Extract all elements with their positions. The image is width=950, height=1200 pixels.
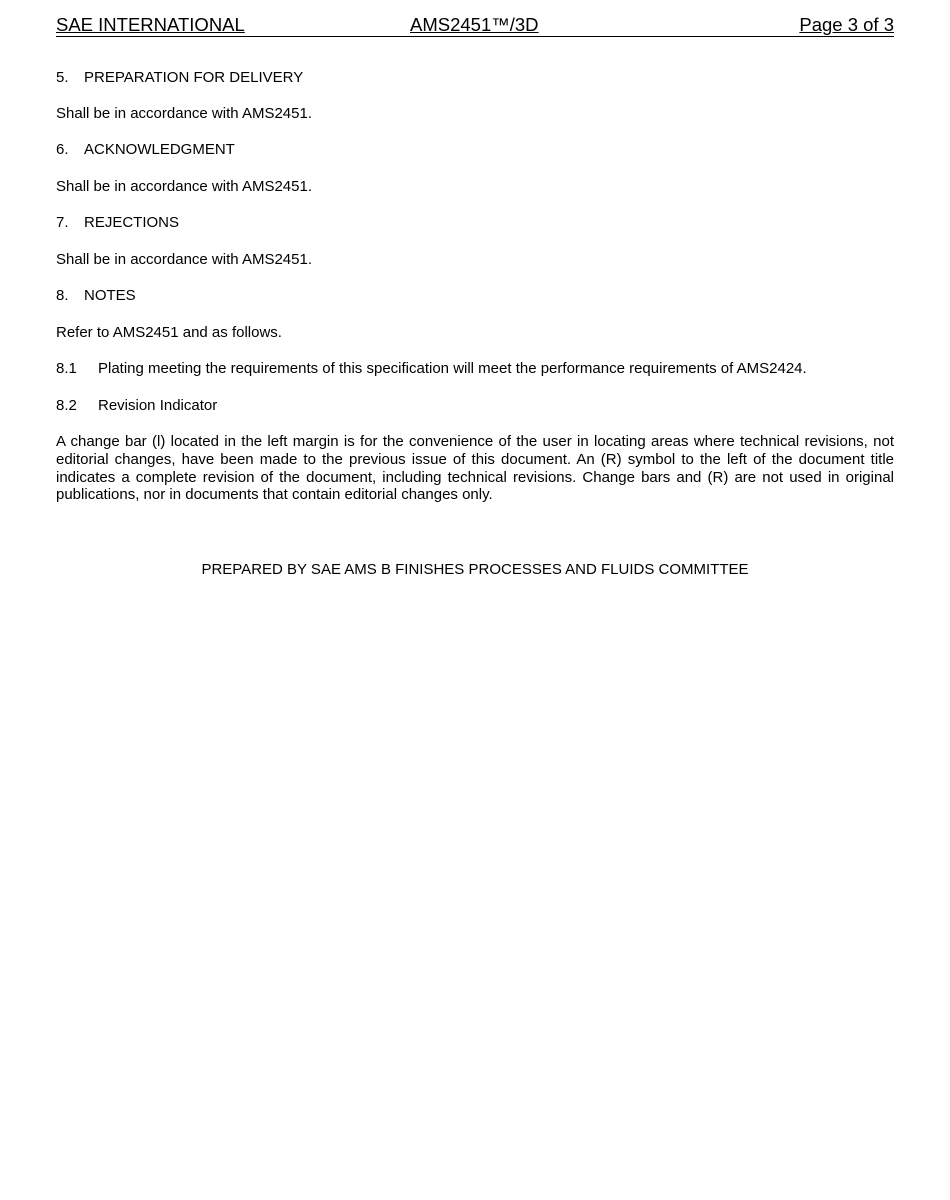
section-number: 6. — [56, 141, 69, 158]
subsection-text: Plating meeting the requirements of this specification will meet the performance requirements of AMS2424. — [98, 360, 807, 377]
section-title: PREPARATION FOR DELIVERY — [84, 69, 304, 86]
section-body-7: Shall be in accordance with AMS2451. — [56, 251, 312, 268]
section-body-6: Shall be in accordance with AMS2451. — [56, 178, 312, 195]
section-number: 7. — [56, 214, 69, 231]
section-number: 8. — [56, 287, 69, 304]
page-header — [56, 14, 894, 37]
section-heading-7 — [56, 214, 179, 232]
section-title: REJECTIONS — [84, 214, 180, 231]
section-body-8: Refer to AMS2451 and as follows. — [56, 324, 282, 341]
section-number: 5. — [56, 69, 69, 86]
revision-indicator-paragraph: A change bar (l) located in the left margin is for the convenience of the user in locating areas where technical revisions, not editorial changes, have been made to the previous issue of this document. An (R) symbol to the left of the document title indicates a complete revision of the document, including technical revisions. Change bars and (R) are not used in original publications, nor in documents that contain editorial changes only. — [56, 433, 894, 504]
section-body-5: Shall be in accordance with AMS2451. — [56, 105, 312, 122]
section-heading-6 — [56, 141, 235, 159]
header-org: SAE INTERNATIONAL — [56, 14, 245, 35]
section-heading-5 — [56, 69, 303, 87]
section-heading-8 — [56, 287, 136, 305]
section-title: NOTES — [84, 287, 136, 304]
header-doc-id: AMS2451™/3D — [410, 14, 539, 35]
subsection-8-1 — [56, 360, 807, 378]
subsection-number: 8.2 — [56, 397, 77, 414]
subsection-8-2 — [56, 397, 217, 415]
prepared-by-footer: PREPARED BY SAE AMS B FINISHES PROCESSES AND FLUIDS COMMITTEE — [201, 561, 749, 578]
subsection-number: 8.1 — [56, 360, 77, 377]
subsection-text: Revision Indicator — [98, 397, 218, 414]
section-title: ACKNOWLEDGMENT — [84, 141, 235, 158]
header-page-number: Page 3 of 3 — [799, 14, 894, 35]
